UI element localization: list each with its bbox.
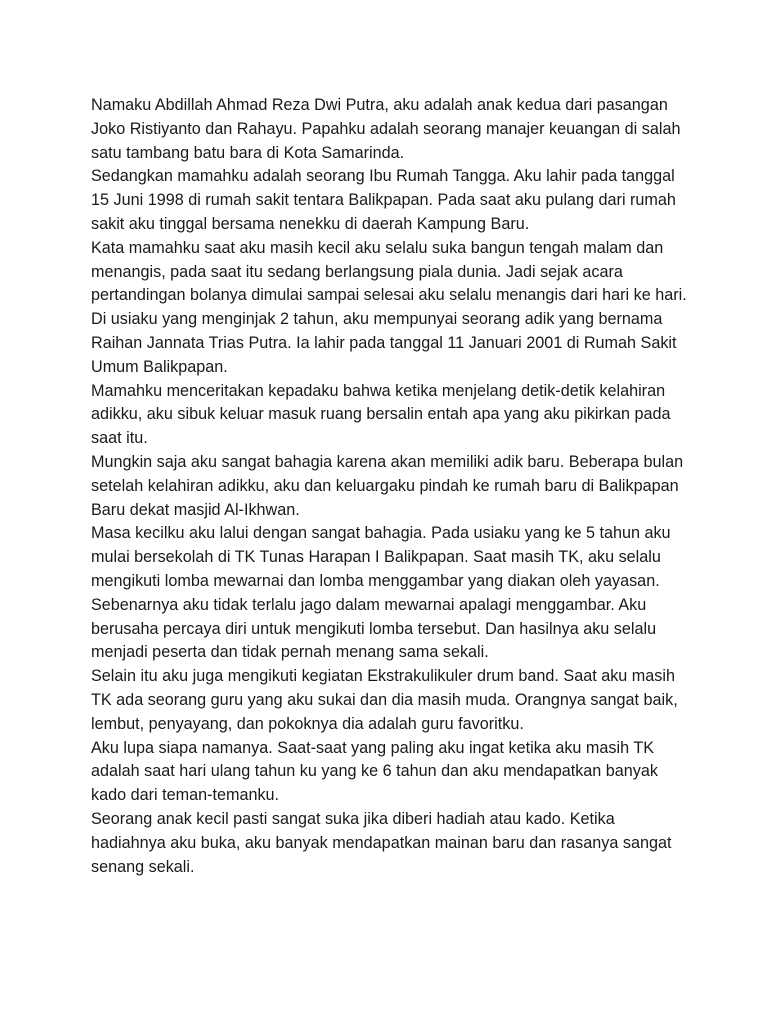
paragraph-10: Seorang anak kecil pasti sangat suka jika diberi hadiah atau kado. Ketika hadiahnya aku buka, aku banyak mendapatkan mainan baru dan rasanya sangat senang sekali.: [91, 809, 672, 876]
paragraph-3: Kata mamahku saat aku masih kecil aku selalu suka bangun tengah malam dan menangis, pada saat itu sedang berlangsung piala dunia. Jadi sejak acara pertandingan bolanya dimulai sampai selesai aku selalu menangis dari hari ke hari.: [91, 238, 687, 305]
paragraph-5: Mamahku menceritakan kepadaku bahwa ketika menjelang detik-detik kelahiran adikku, aku sibuk keluar masuk ruang bersalin entah apa yang aku pikirkan pada saat itu.: [91, 381, 671, 448]
paragraph-9: Aku lupa siapa namanya. Saat-saat yang paling aku ingat ketika aku masih TK adalah saat hari ulang tahun ku yang ke 6 tahun dan aku mendapatkan banyak kado dari teman-temanku.: [91, 738, 658, 805]
paragraph-1: Namaku Abdillah Ahmad Reza Dwi Putra, aku adalah anak kedua dari pasangan Joko Ristiyanto dan Rahayu. Papahku adalah seorang manajer keuangan di salah satu tambang batu bara di Kota Samarinda.: [91, 96, 681, 162]
paragraph-2: Sedangkan mamahku adalah seorang Ibu Rumah Tangga. Aku lahir pada tanggal 15 Juni 1998 di rumah sakit tentara Balikpapan. Pada saat aku pulang dari rumah sakit aku tinggal bersama nenekku di daerah Kampung Baru.: [91, 167, 676, 233]
document-body: [91, 94, 691, 879]
paragraph-4: Di usiaku yang menginjak 2 tahun, aku mempunyai seorang adik yang bernama Raihan Jannata Trias Putra. Ia lahir pada tanggal 11 Januari 2001 di Rumah Sakit Umum Balikpapan.: [91, 310, 677, 376]
paragraph-7: Masa kecilku aku lalui dengan sangat bahagia. Pada usiaku yang ke 5 tahun aku mulai bersekolah di TK Tunas Harapan I Balikpapan. Saat masih TK, aku selalu mengikuti lomba mewarnai dan lomba menggambar yang diakan oleh yayasan. Sebenarnya aku tidak terlalu jago dalam mewarnai apalagi menggambar. Aku berusaha percaya diri untuk mengikuti lomba tersebut. Dan hasilnya aku selalu menjadi peserta dan tidak pernah menang sama sekali.: [91, 524, 671, 662]
paragraph-6: Mungkin saja aku sangat bahagia karena akan memiliki adik baru. Beberapa bulan setelah kelahiran adikku, aku dan keluargaku pindah ke rumah baru di Balikpapan Baru dekat masjid Al-Ikhwan.: [91, 452, 684, 519]
paragraph-8: Selain itu aku juga mengikuti kegiatan Ekstrakulikuler drum band. Saat aku masih TK ada seorang guru yang aku sukai dan dia masih muda. Orangnya sangat baik, lembut, penyayang, dan pokoknya dia adalah guru favoritku.: [91, 667, 678, 733]
